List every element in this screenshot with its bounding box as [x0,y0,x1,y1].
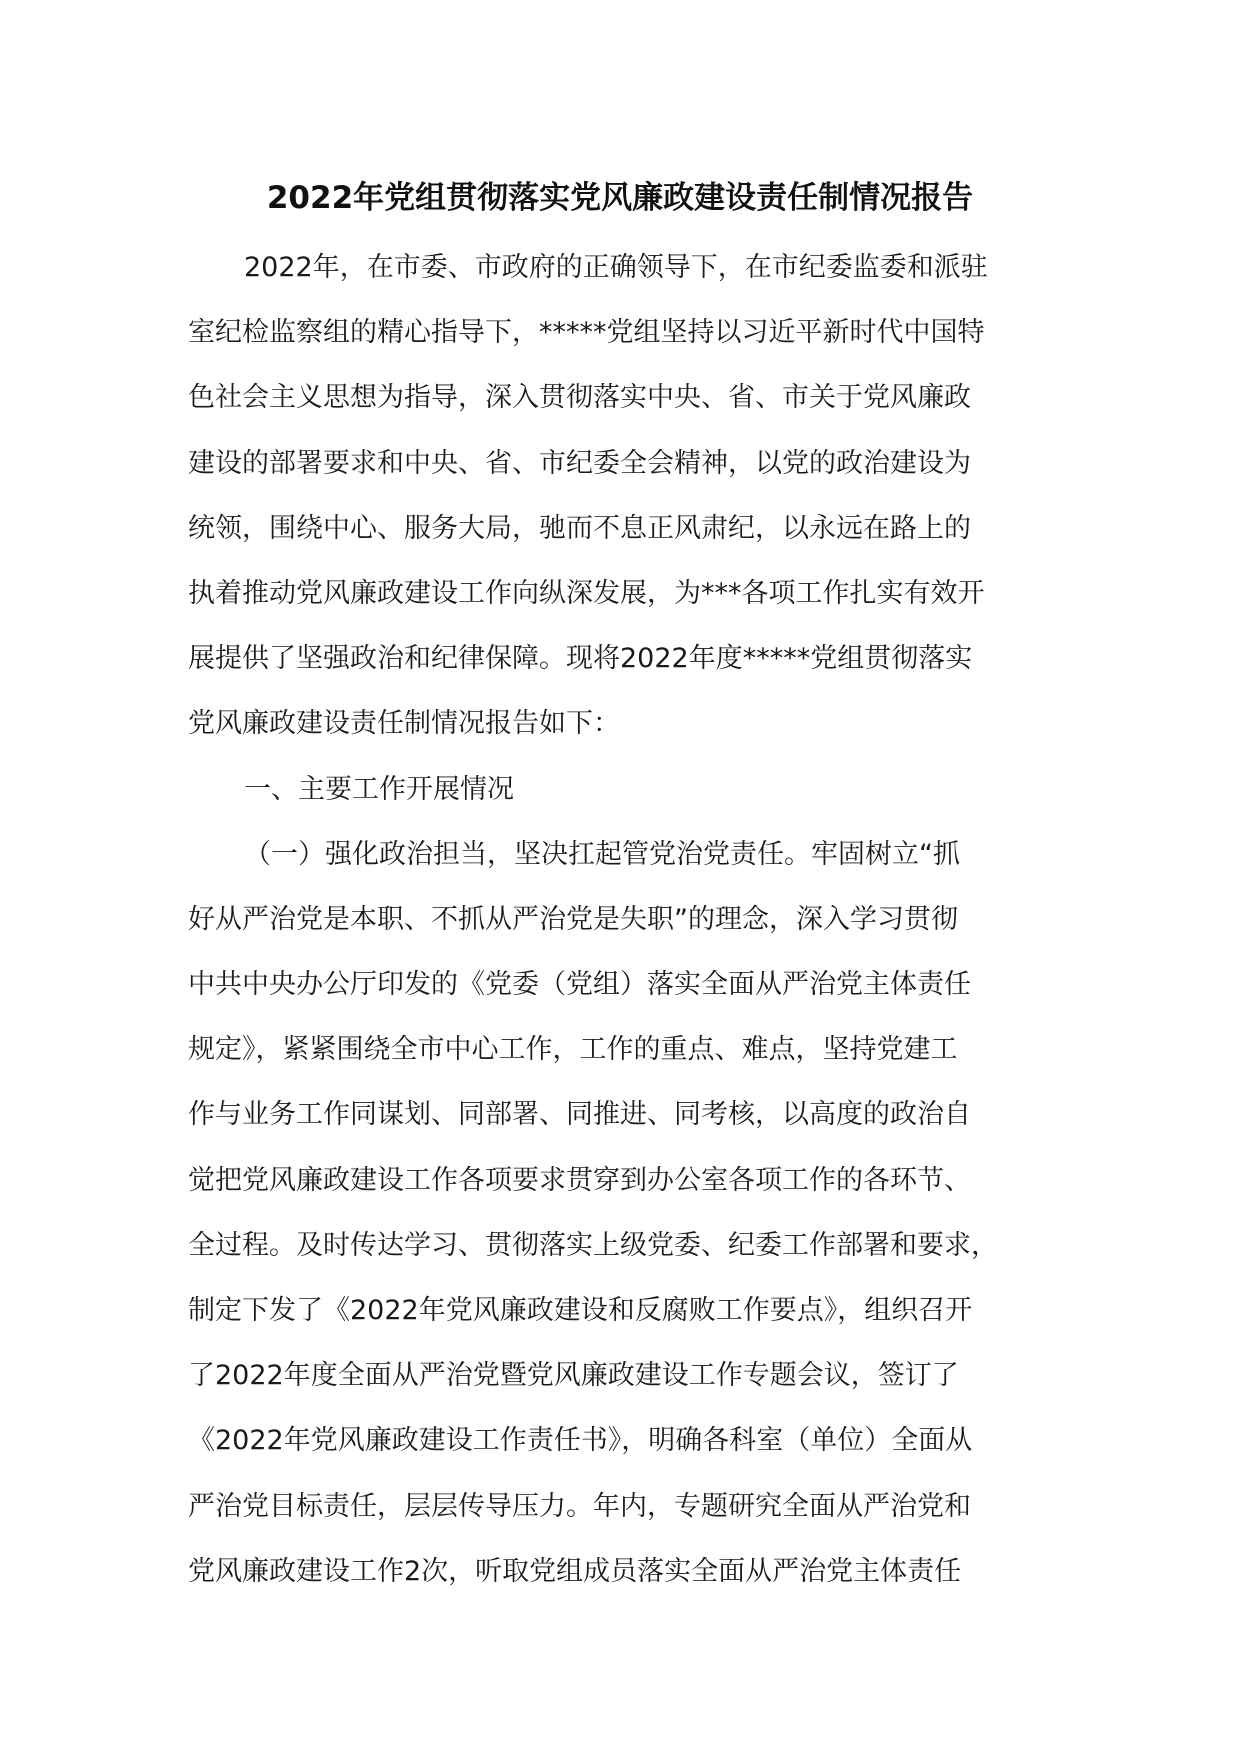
text-line: 《2022年党风廉政建设工作责任书》，明确各科室（单位）全面从 [188,1425,973,1457]
text-line: 室纪检监察组的精心指导下，*****党组坚持以习近平新时代中国特 [188,317,985,349]
text-line: 建设的部署要求和中央、省、市纪委全会精神，以党的政治建设为 [188,447,971,479]
text-line: 制定下发了《2022年党风廉政建设和反腐败工作要点》，组织召开 [188,1295,973,1326]
text-line: 一、主要工作开展情况 [244,773,514,805]
text-line: 中共中央办公厅印发的《党委（党组）落实全面从严治党主体责任 [188,969,971,1001]
text-line: 觉把党风廉政建设工作各项要求贯穿到办公室各项工作的各环节、 [188,1164,971,1196]
text-line: 严治党目标责任，层层传导压力。年内，专题研究全面从严治党和 [188,1490,971,1522]
document-body [188,235,1088,1604]
text-line: 了2022年度全面从严治党暨党风廉政建设工作专题会议，签订了 [188,1360,959,1392]
text-line: 统领，围绕中心、服务大局，驰而不息正风肃纪，以永远在路上的 [188,512,971,544]
text-line: 2022年，在市委、市政府的正确领导下，在市纪委监委和派驻 [244,252,988,283]
document-title: 2022年党组贯彻落实党风廉政建设责任制情况报告 [266,180,974,216]
text-line: 好从严治党是本职、不抓从严治党是失职”的理念，深入学习贯彻 [188,903,958,935]
text-line: 全过程。及时传达学习、贯彻落实上级党委、纪委工作部署和要求， [188,1229,998,1261]
text-line: 色社会主义思想为指导，深入贯彻落实中央、省、市关于党风廉政 [188,382,971,414]
text-line: 展提供了坚强政治和纪律保障。现将2022年度*****党组贯彻落实 [188,643,973,675]
text-line: 党风廉政建设责任制情况报告如下： [188,708,620,740]
text-line: 规定》，紧紧围绕全市中心工作，工作的重点、难点，坚持党建工 [188,1034,958,1066]
text-line: 作与业务工作同谋划、同部署、同推进、同考核，以高度的政治自 [188,1099,971,1131]
text-line: 执着推动党风廉政建设工作向纵深发展，为***各项工作扎实有效开 [188,577,985,609]
text-line: （一）强化政治担当，坚决扛起管党治党责任。牢固树立“抓 [244,838,960,870]
text-line: 党风廉政建设工作2次，听取党组成员落实全面从严治党主体责任 [188,1555,962,1587]
